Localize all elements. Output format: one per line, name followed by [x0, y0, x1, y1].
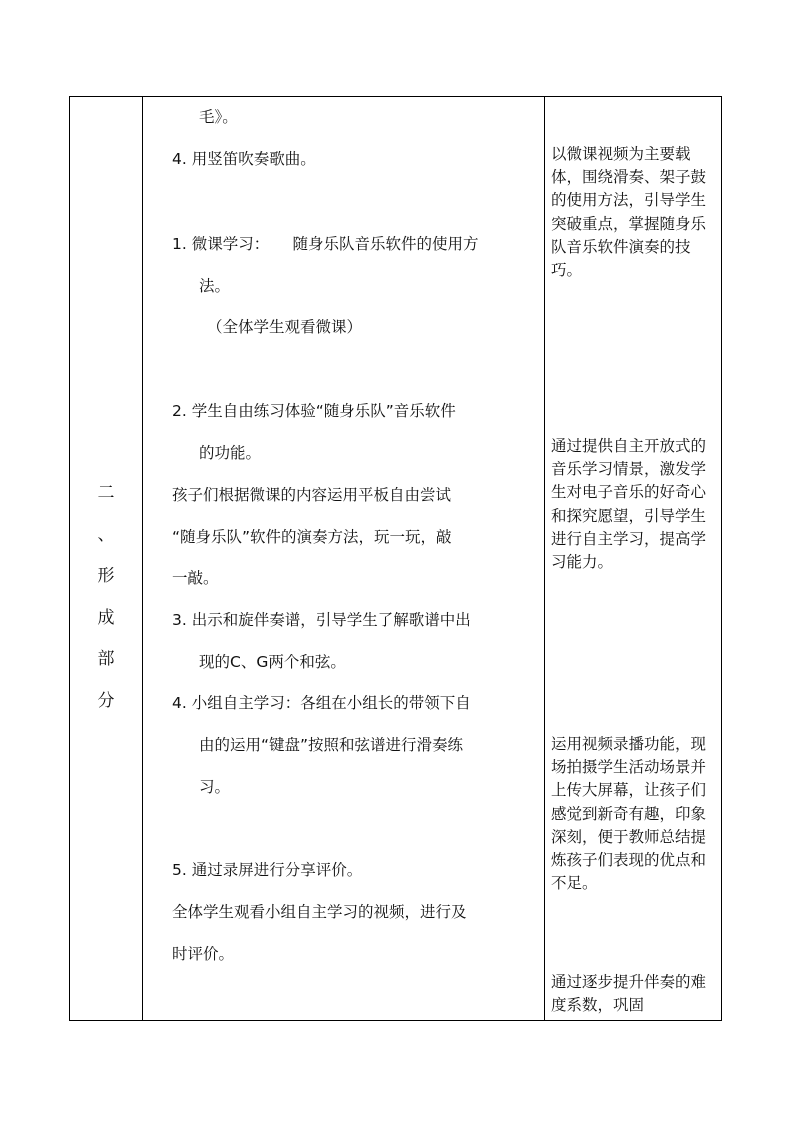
intent-paragraph: 以微课视频为主要载体，围绕滑奏、架子鼓的使用方法，引导学生突破重点，掌握随身乐队音乐软件演奏的技巧。: [551, 145, 707, 280]
process-line: 一敲。: [172, 569, 219, 587]
column-divider: [544, 97, 545, 1020]
section-char: 形: [97, 566, 115, 586]
process-line: 3. 出示和旋伴奏谱，引导学生了解歌谱中出: [172, 611, 471, 629]
section-char: 部: [97, 649, 115, 669]
process-line: 4. 小组自主学习：各组在小组长的带领下自: [172, 694, 471, 712]
process-line: 现的C、G两个和弦。: [199, 653, 346, 671]
process-line: 的功能。: [199, 444, 262, 462]
process-line: 孩子们根据微课的内容运用平板自由尝试: [172, 486, 452, 504]
process-line: 5. 通过录屏进行分享评价。: [172, 861, 363, 879]
intent-paragraph: 通过提供自主开放式的音乐学习情景，激发学生对电子音乐的好奇心和探究愿望，引导学生进行自主学习，提高学习能力。: [551, 437, 707, 572]
process-line: 习。: [199, 778, 231, 796]
process-line: 法。: [199, 277, 231, 295]
section-char: 二: [97, 483, 115, 503]
lesson-table: [69, 96, 722, 1021]
column-divider: [142, 97, 143, 1020]
process-line: “随身乐队”软件的演奏方法，玩一玩，敲: [172, 528, 452, 546]
section-char: 分: [97, 690, 115, 711]
intent-paragraph: 运用视频录播功能，现场拍摄学生活动场景并上传大屏幕，让孩子们感觉到新奇有趣，印象深刻，便于教师总结提炼孩子们表现的优点和不足。: [551, 735, 707, 893]
section-char: 成: [97, 607, 115, 628]
process-line: （全体学生观看微课）: [207, 318, 363, 336]
process-line: 全体学生观看小组自主学习的视频，进行及: [172, 903, 467, 921]
process-line: 时评价。: [172, 945, 235, 963]
process-line: 毛》。: [199, 108, 238, 126]
process-line: 由的运用“键盘”按照和弦谱进行滑奏练: [199, 736, 464, 754]
process-line: 1. 微课学习： 随身乐队音乐软件的使用方: [172, 235, 479, 253]
section-char: 、: [97, 524, 115, 545]
process-line: 2. 学生自由练习体验“随身乐队”音乐软件: [172, 402, 456, 420]
section-label: [70, 473, 142, 722]
process-line: 4. 用竖笛吹奏歌曲。: [172, 150, 316, 168]
intent-paragraph: 通过逐步提升伴奏的难度系数，巩固: [551, 973, 707, 1015]
